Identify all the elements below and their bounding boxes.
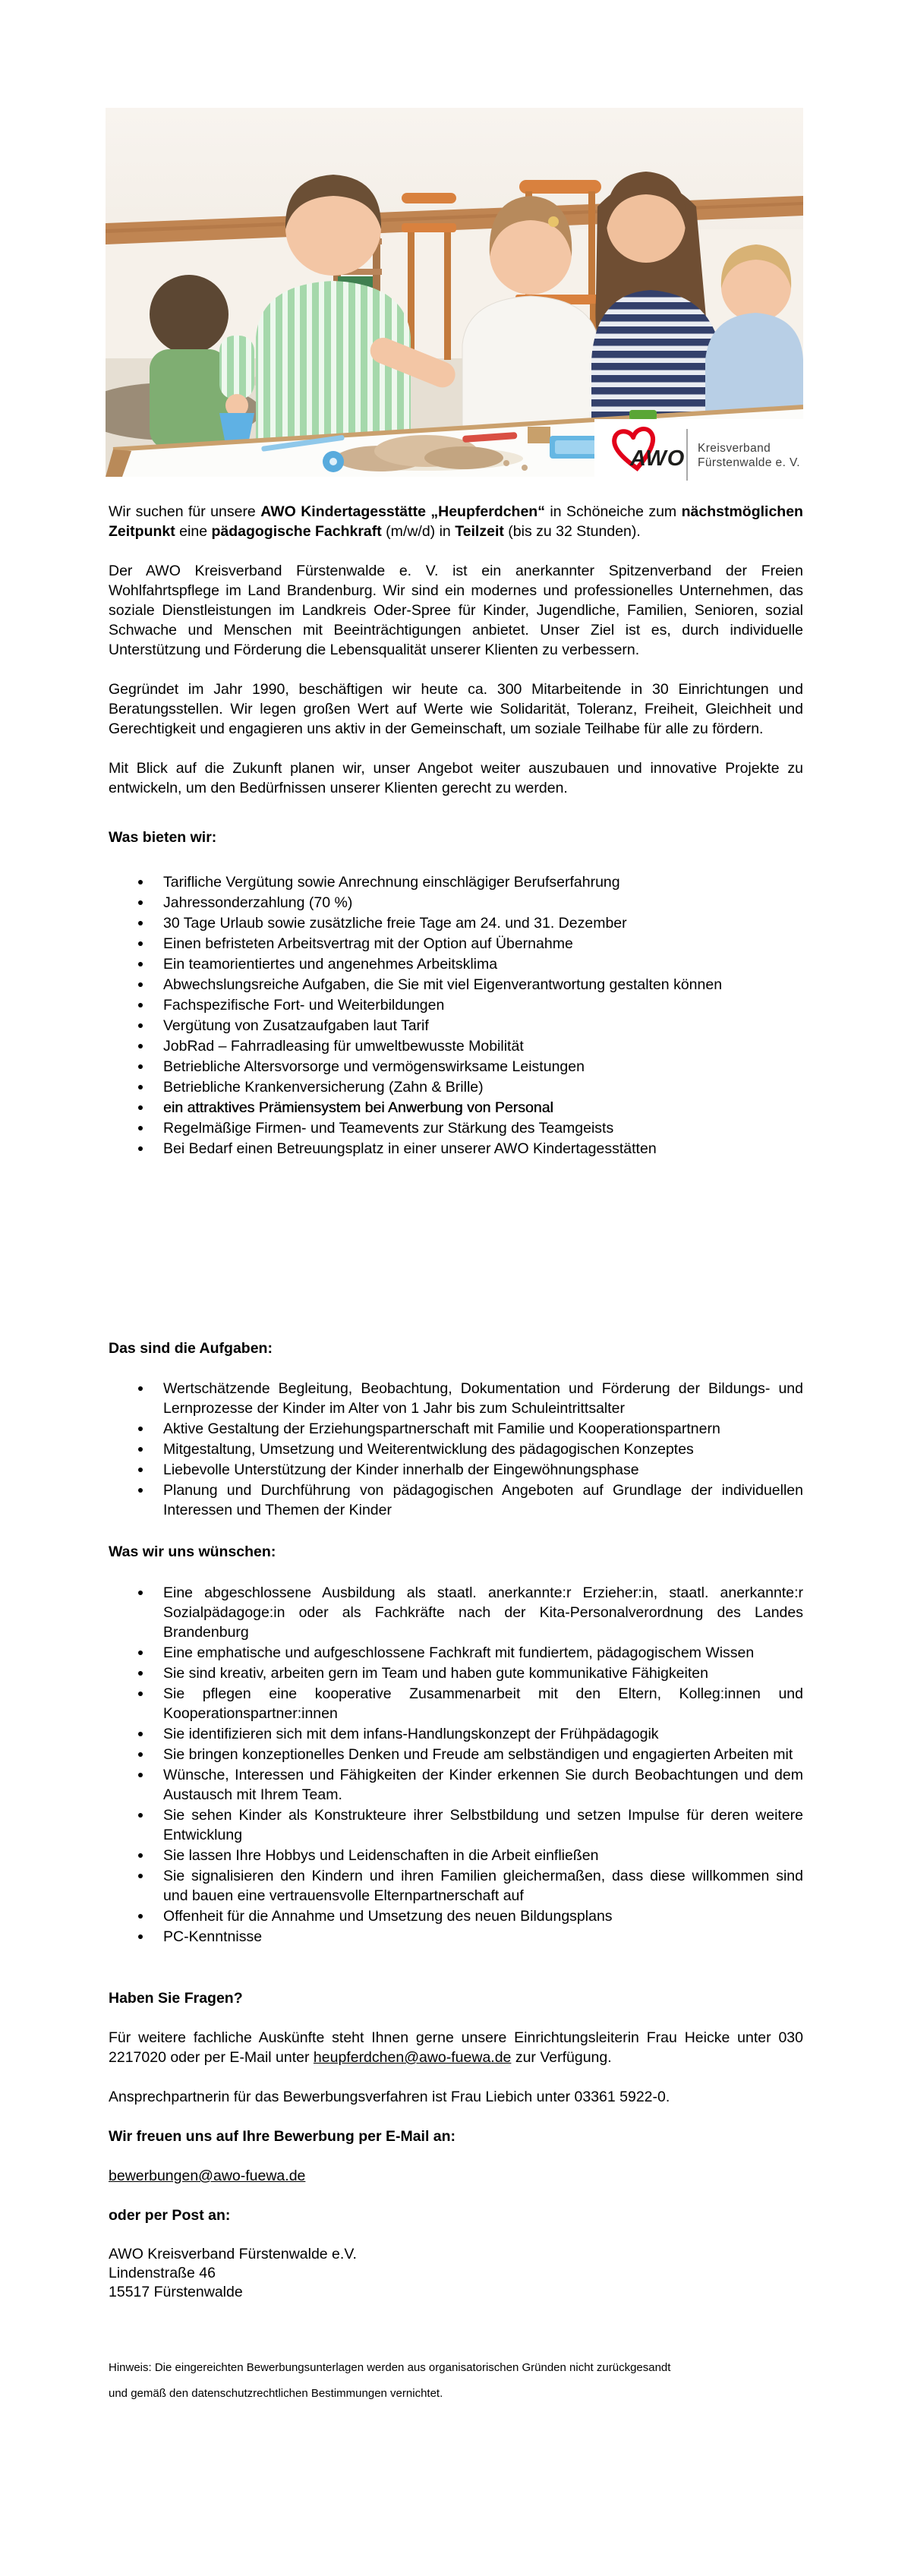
list-item: Betriebliche Altersvorsorge und vermögenswirksame Leistungen (163, 1057, 803, 1077)
email-link[interactable]: heupferdchen@awo-fuewa.de (313, 2049, 512, 2066)
list-item: JobRad – Fahrradleasing für umweltbewusste Mobilität (163, 1036, 803, 1056)
list-item: Einen befristeten Arbeitsvertrag mit der Option auf Übernahme (163, 934, 803, 954)
heading-tasks: Das sind die Aufgaben: (109, 1340, 273, 1357)
postal-address (109, 2245, 803, 2302)
heading-questions: Haben Sie Fragen? (109, 1990, 243, 2007)
privacy-note-line-2: und gemäß den datenschutzrechtlichen Bestimmungen vernichtet. (109, 2387, 443, 2400)
privacy-note-line-1: Hinweis: Die eingereichten Bewerbungsunterlagen werden aus organisatorischen Gründen nicht zurückgesandt (109, 2361, 671, 2374)
list-item: Bei Bedarf einen Betreuungsplatz in einer unserer AWO Kindertagesstätten (163, 1139, 803, 1159)
tasks-list (109, 1379, 803, 1520)
list-item: Liebevolle Unterstützung der Kinder innerhalb der Eingewöhnungsphase (163, 1460, 803, 1480)
application-email-link[interactable]: bewerbungen@awo-fuewa.de (109, 2168, 306, 2184)
address-line-org: AWO Kreisverband Fürstenwalde e.V. (109, 2246, 357, 2262)
list-item: Sie bringen konzeptionelles Denken und Freude am selbständigen und engagierten Arbeiten mit (163, 1745, 803, 1764)
logo-org-name: Kreisverband Fürstenwalde e. V. (698, 442, 801, 469)
logo-divider (686, 429, 688, 481)
list-item: Eine emphatische und aufgeschlossene Fachkraft mit fundiertem, pädagogischem Wissen (163, 1643, 803, 1663)
list-item: Wünsche, Interessen und Fähigkeiten der Kinder erkennen Sie durch Beobachtungen und dem Austausch mit Ihrem Team. (163, 1767, 803, 1803)
list-item: Sie pflegen eine kooperative Zusammenarbeit mit den Eltern, Kolleg:innen und Kooperationspartner:innen (163, 1685, 803, 1722)
list-item: Sie sehen Kinder als Konstrukteure ihrer Selbstbildung und setzen Impulse für deren weitere Entwicklung (163, 1807, 803, 1843)
about-paragraph-1: Der AWO Kreisverband Fürstenwalde e. V. ist ein anerkannter Spitzenverband der Freien Wohlfahrtspflege im Land Brandenburg. Wir sind ein modernes und professionelles Unternehmen, das soziale Dienstleistungen im Landkreis Oder-Spree für Kinder, Jugendliche, Familien, Senioren, sozial Schwache und Menschen mit Beeinträchtigungen anbietet. Unser Ziel ist es, durch individuelle Unterstützung und Förderung die Lebensqualität unserer Klienten zu verbessern. (109, 563, 803, 658)
list-item: Sie sind kreativ, arbeiten gern im Team und haben gute kommunikative Fähigkeiten (163, 1663, 803, 1683)
list-item: Ein teamorientiertes und angenehmes Arbeitsklima (163, 954, 803, 974)
application-contact-paragraph: Ansprechpartnerin für das Bewerbungsverfahren ist Frau Liebich unter 03361 5922-0. (109, 2089, 670, 2105)
list-item: PC-Kenntnisse (163, 1927, 803, 1947)
list-item: Aktive Gestaltung der Erziehungspartnerschaft mit Familie und Kooperationspartnern (163, 1419, 803, 1439)
intro-paragraph: Wir suchen für unsere AWO Kindertagesstätte „Heupferdchen“ in Schöneiche zum nächstmöglichen Zeitpunkt eine pädagogische Fachkraft (m/w/d) in Teilzeit (bis zu 32 Stunden). (109, 503, 803, 540)
list-item: 30 Tage Urlaub sowie zusätzliche freie Tage am 24. und 31. Dezember (163, 913, 803, 933)
list-item: Sie lassen Ihre Hobbys und Leidenschaften in die Arbeit einfließen (163, 1846, 803, 1865)
list-item: Tarifliche Vergütung sowie Anrechnung einschlägiger Berufserfahrung (163, 872, 803, 892)
list-item: Betriebliche Krankenversicherung (Zahn & Brille) (163, 1077, 803, 1097)
contact-info-paragraph: Für weitere fachliche Auskünfte steht Ihnen gerne unsere Einrichtungsleiterin Frau Heicke unter 030 2217020 oder per E-Mail unter heupferdchen@awo-fuewa.de zur Verfügung. (109, 2029, 803, 2066)
list-item: Offenheit für die Annahme und Umsetzung des neuen Bildungsplans (163, 1906, 803, 1926)
email-application-heading: Wir freuen uns auf Ihre Bewerbung per E-Mail an: (109, 2128, 456, 2145)
post-application-heading: oder per Post an: (109, 2207, 231, 2224)
about-paragraph-3: Mit Blick auf die Zukunft planen wir, unser Angebot weiter auszubauen und innovative Projekte zu entwickeln, um den Bedürfnissen unserer Klienten gerecht zu werden. (109, 760, 803, 796)
awo-logo (594, 419, 803, 499)
address-line-street: Lindenstraße 46 (109, 2265, 216, 2281)
list-item: Wertschätzende Begleitung, Beobachtung, Dokumentation und Förderung der Bildungs- und Lernprozesse der Kinder im Alter von 1 Jahr bis zum Schuleintrittsalter (163, 1380, 803, 1417)
list-item: ein attraktives Prämiensystem bei Anwerbung von Personal (163, 1098, 803, 1118)
address-line-city: 15517 Fürstenwalde (109, 2284, 243, 2300)
list-item: Sie signalisieren den Kindern und ihren Familien gleichermaßen, dass diese willkommen sind und bauen eine vertrauensvolle Elternpartnerschaft auf (163, 1868, 803, 1904)
hero-section (106, 108, 803, 477)
list-item: Abwechslungsreiche Aufgaben, die Sie mit viel Eigenverantwortung gestalten können (163, 975, 803, 995)
list-item: Planung und Durchführung von pädagogischen Angeboten auf Grundlage der individuellen Interessen und Themen der Kinder (163, 1482, 803, 1518)
job-posting-body (0, 477, 803, 2412)
list-item: Regelmäßige Firmen- und Teamevents zur Stärkung des Teamgeists (163, 1118, 803, 1138)
list-item: Fachspezifische Fort- und Weiterbildungen (163, 995, 803, 1015)
list-item: Jahressonderzahlung (70 %) (163, 893, 803, 913)
list-item: Sie identifizieren sich mit dem infans-Handlungskonzept der Frühpädagogik (163, 1724, 803, 1744)
wishes-list (109, 1583, 803, 1947)
awo-wordmark: AWO (630, 446, 686, 471)
list-item: Mitgestaltung, Umsetzung und Weiterentwicklung des pädagogischen Konzeptes (163, 1439, 803, 1459)
list-item: Vergütung von Zusatzaufgaben laut Tarif (163, 1016, 803, 1036)
about-paragraph-2: Gegründet im Jahr 1990, beschäftigen wir heute ca. 300 Mitarbeitende in 30 Einrichtungen und Beratungsstellen. Wir legen großen Wert auf Werte wie Solidarität, Toleranz, Freiheit, Gleichheit und Gerechtigkeit und engagieren uns aktiv in der Gemeinschaft, um soziale Teilhabe für alle zu fördern. (109, 681, 803, 737)
privacy-note (109, 2360, 803, 2401)
offer-list (109, 872, 803, 1159)
heading-offer: Was bieten wir: (109, 829, 217, 846)
heading-wishes: Was wir uns wünschen: (109, 1543, 276, 1560)
list-item: Eine abgeschlossene Ausbildung als staatl. anerkannte:r Erzieher:in, staatl. anerkannte:r Sozialpädagoge:in oder als Fachkräfte nach der Kita-Personalverordnung des Landes Brandenburg (163, 1584, 803, 1641)
